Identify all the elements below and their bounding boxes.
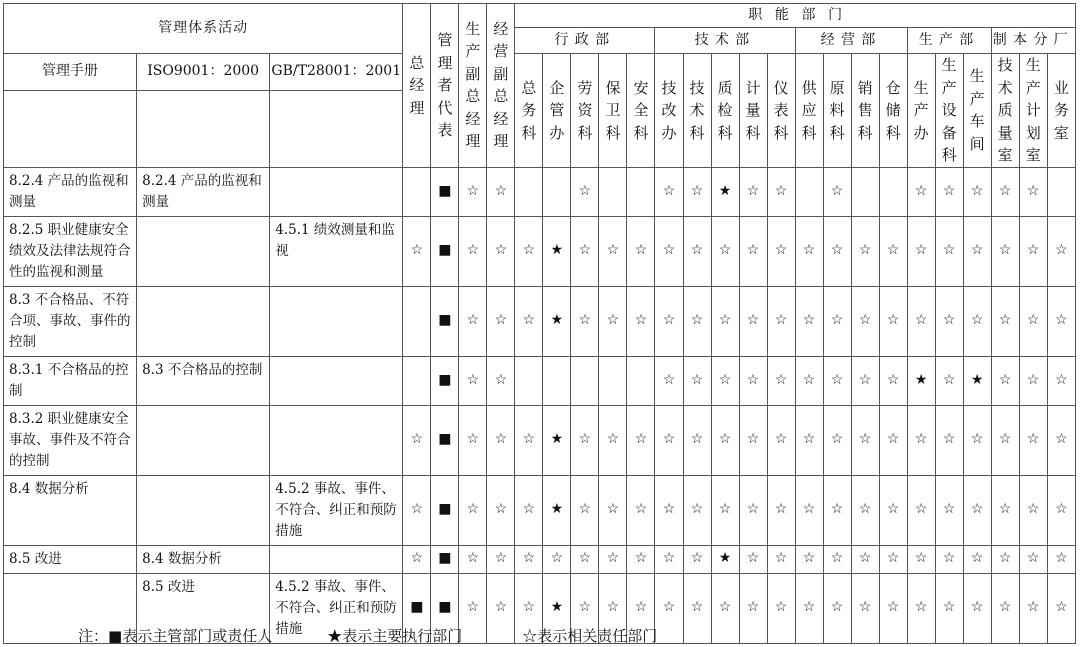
related-mark: ☆	[487, 545, 515, 573]
manual-header: 管理手册	[4, 54, 137, 91]
related-mark: ☆	[1019, 405, 1047, 475]
related-mark: ☆	[403, 216, 431, 286]
related-mark: ☆	[1047, 405, 1075, 475]
dept-header: 业务室	[1047, 54, 1075, 168]
group-factory: 制本分厂	[991, 28, 1075, 54]
main-executor-mark: ★	[963, 356, 991, 405]
blank-cell	[4, 91, 137, 167]
related-mark: ☆	[683, 216, 711, 286]
related-mark: ☆	[935, 286, 963, 356]
related-mark: ☆	[963, 573, 991, 643]
related-mark: ☆	[487, 356, 515, 405]
empty-mark	[851, 167, 879, 216]
related-mark: ☆	[655, 167, 683, 216]
related-mark: ☆	[627, 475, 655, 545]
related-mark: ☆	[907, 167, 935, 216]
related-mark: ☆	[823, 216, 851, 286]
related-mark: ☆	[655, 545, 683, 573]
dept-header: 总务科	[515, 54, 543, 168]
related-mark: ☆	[599, 545, 627, 573]
related-mark: ☆	[935, 475, 963, 545]
related-mark: ☆	[851, 405, 879, 475]
activity-manual-cell: 8.4 数据分析	[4, 475, 137, 545]
related-mark: ☆	[571, 573, 599, 643]
empty-mark	[543, 356, 571, 405]
main-executor-mark: ★	[711, 545, 739, 573]
related-mark: ☆	[879, 405, 907, 475]
related-mark: ☆	[1047, 475, 1075, 545]
related-mark: ☆	[963, 216, 991, 286]
dept-header: 安全科	[627, 54, 655, 168]
activity-iso-cell	[137, 475, 270, 545]
related-mark: ☆	[907, 545, 935, 573]
related-mark: ☆	[711, 216, 739, 286]
note-exec: ★表示主要执行部门	[327, 627, 463, 645]
activity-iso-cell: 8.3 不合格品的控制	[137, 356, 270, 405]
main-responsible-mark: ■	[403, 573, 431, 643]
related-mark: ☆	[655, 475, 683, 545]
related-mark: ☆	[683, 167, 711, 216]
related-mark: ☆	[851, 475, 879, 545]
note-main: ■表示主管部门或责任人	[108, 627, 273, 645]
related-mark: ☆	[683, 286, 711, 356]
related-mark: ☆	[459, 356, 487, 405]
related-mark: ☆	[599, 573, 627, 643]
related-mark: ☆	[963, 475, 991, 545]
related-mark: ☆	[991, 216, 1019, 286]
related-mark: ☆	[543, 545, 571, 573]
related-mark: ☆	[963, 545, 991, 573]
dept-header: 生产设备科	[935, 54, 963, 168]
related-mark: ☆	[991, 545, 1019, 573]
related-mark: ☆	[1047, 286, 1075, 356]
related-mark: ☆	[655, 405, 683, 475]
related-mark: ☆	[851, 216, 879, 286]
legend-note	[78, 625, 657, 646]
dept-header: 技术质量室	[991, 54, 1019, 168]
related-mark: ☆	[711, 405, 739, 475]
related-mark: ☆	[459, 216, 487, 286]
related-mark: ☆	[851, 356, 879, 405]
related-mark: ☆	[823, 356, 851, 405]
main-executor-mark: ★	[543, 475, 571, 545]
dept-header: 技改办	[655, 54, 683, 168]
related-mark: ☆	[515, 545, 543, 573]
related-mark: ☆	[683, 475, 711, 545]
iso-header: ISO9001：2000	[137, 54, 270, 91]
related-mark: ☆	[403, 545, 431, 573]
functional-depts-header: 职能部门	[515, 4, 1076, 28]
related-mark: ☆	[991, 475, 1019, 545]
related-mark: ☆	[571, 475, 599, 545]
related-mark: ☆	[627, 286, 655, 356]
related-mark: ☆	[1047, 545, 1075, 573]
activity-title: 管理体系活动	[4, 4, 403, 54]
related-mark: ☆	[571, 405, 599, 475]
related-mark: ☆	[739, 475, 767, 545]
related-mark: ☆	[655, 573, 683, 643]
empty-mark	[599, 356, 627, 405]
related-mark: ☆	[1019, 573, 1047, 643]
related-mark: ☆	[739, 216, 767, 286]
related-mark: ☆	[515, 405, 543, 475]
related-mark: ☆	[795, 216, 823, 286]
main-responsible-mark: ■	[431, 475, 459, 545]
activity-manual-cell: 8.2.5 职业健康安全绩效及法律法规符合性的监视和测量	[4, 216, 137, 286]
related-mark: ☆	[879, 356, 907, 405]
main-responsible-mark: ■	[431, 216, 459, 286]
related-mark: ☆	[599, 475, 627, 545]
related-mark: ☆	[711, 475, 739, 545]
related-mark: ☆	[823, 167, 851, 216]
main-executor-mark: ★	[543, 216, 571, 286]
related-mark: ☆	[907, 216, 935, 286]
related-mark: ☆	[627, 573, 655, 643]
related-mark: ☆	[935, 167, 963, 216]
related-mark: ☆	[1047, 356, 1075, 405]
main-executor-mark: ★	[543, 405, 571, 475]
activity-gb-cell	[270, 167, 403, 216]
related-mark: ☆	[739, 573, 767, 643]
dept-header: 仪表科	[767, 54, 795, 168]
related-mark: ☆	[907, 286, 935, 356]
activity-manual-cell: 8.5 改进	[4, 545, 137, 573]
responsibility-matrix	[3, 3, 1076, 644]
table-row	[4, 356, 1076, 405]
dept-header: 仓储科	[879, 54, 907, 168]
activity-iso-cell: 8.5 改进	[137, 573, 270, 643]
empty-mark	[403, 167, 431, 216]
main-responsible-mark: ■	[431, 573, 459, 643]
related-mark: ☆	[795, 573, 823, 643]
related-mark: ☆	[459, 545, 487, 573]
related-mark: ☆	[683, 545, 711, 573]
related-mark: ☆	[767, 216, 795, 286]
main-executor-mark: ★	[711, 167, 739, 216]
dept-header: 企管办	[543, 54, 571, 168]
empty-mark	[543, 167, 571, 216]
table-row	[4, 167, 1076, 216]
related-mark: ☆	[515, 475, 543, 545]
related-mark: ☆	[823, 475, 851, 545]
related-mark: ☆	[907, 475, 935, 545]
related-mark: ☆	[515, 286, 543, 356]
related-mark: ☆	[767, 405, 795, 475]
related-mark: ☆	[991, 286, 1019, 356]
related-mark: ☆	[907, 405, 935, 475]
dept-header: 技术科	[683, 54, 711, 168]
related-mark: ☆	[991, 167, 1019, 216]
related-mark: ☆	[1047, 216, 1075, 286]
related-mark: ☆	[487, 286, 515, 356]
related-mark: ☆	[851, 573, 879, 643]
dept-header: 计量科	[739, 54, 767, 168]
empty-mark	[795, 167, 823, 216]
empty-mark	[1047, 167, 1075, 216]
related-mark: ☆	[879, 545, 907, 573]
main-executor-mark: ★	[543, 286, 571, 356]
group-tech: 技术部	[655, 28, 795, 54]
dept-header: 质检科	[711, 54, 739, 168]
related-mark: ☆	[571, 216, 599, 286]
dept-header: 原料科	[823, 54, 851, 168]
related-mark: ☆	[1019, 286, 1047, 356]
activity-iso-cell: 8.4 数据分析	[137, 545, 270, 573]
activity-manual-cell: 8.2.4 产品的监视和测量	[4, 167, 137, 216]
table-row	[4, 475, 1076, 545]
related-mark: ☆	[739, 356, 767, 405]
empty-mark	[599, 167, 627, 216]
related-mark: ☆	[767, 167, 795, 216]
activity-gb-cell: 4.5.2 事故、事件、不符合、纠正和预防措施	[270, 573, 403, 643]
main-responsible-mark: ■	[431, 405, 459, 475]
related-mark: ☆	[767, 286, 795, 356]
related-mark: ☆	[655, 356, 683, 405]
blank-cell	[270, 91, 403, 167]
related-mark: ☆	[599, 286, 627, 356]
related-mark: ☆	[571, 167, 599, 216]
related-mark: ☆	[487, 167, 515, 216]
related-mark: ☆	[711, 286, 739, 356]
related-mark: ☆	[487, 405, 515, 475]
related-mark: ☆	[991, 356, 1019, 405]
activity-gb-cell	[270, 356, 403, 405]
related-mark: ☆	[795, 545, 823, 573]
related-mark: ☆	[795, 286, 823, 356]
related-mark: ☆	[767, 573, 795, 643]
empty-mark	[403, 356, 431, 405]
related-mark: ☆	[515, 216, 543, 286]
related-mark: ☆	[879, 475, 907, 545]
related-mark: ☆	[459, 573, 487, 643]
related-mark: ☆	[767, 545, 795, 573]
related-mark: ☆	[991, 573, 1019, 643]
related-mark: ☆	[1019, 167, 1047, 216]
related-mark: ☆	[459, 167, 487, 216]
related-mark: ☆	[823, 405, 851, 475]
col-general-manager: 总经理	[403, 4, 431, 168]
related-mark: ☆	[627, 405, 655, 475]
related-mark: ☆	[879, 286, 907, 356]
related-mark: ☆	[823, 286, 851, 356]
related-mark: ☆	[795, 356, 823, 405]
related-mark: ☆	[599, 405, 627, 475]
main-responsible-mark: ■	[431, 167, 459, 216]
activity-iso-cell: 8.2.4 产品的监视和测量	[137, 167, 270, 216]
table-row	[4, 286, 1076, 356]
related-mark: ☆	[739, 405, 767, 475]
related-mark: ☆	[739, 167, 767, 216]
activity-gb-cell	[270, 545, 403, 573]
main-responsible-mark: ■	[431, 356, 459, 405]
related-mark: ☆	[403, 405, 431, 475]
activity-manual-cell: 8.3.1 不合格品的控制	[4, 356, 137, 405]
related-mark: ☆	[487, 573, 515, 643]
related-mark: ☆	[571, 286, 599, 356]
related-mark: ☆	[767, 356, 795, 405]
related-mark: ☆	[963, 167, 991, 216]
related-mark: ☆	[739, 286, 767, 356]
group-production: 生产部	[907, 28, 991, 54]
related-mark: ☆	[935, 545, 963, 573]
related-mark: ☆	[963, 405, 991, 475]
activity-manual-cell: 8.3 不合格品、不符合项、事故、事件的控制	[4, 286, 137, 356]
related-mark: ☆	[935, 216, 963, 286]
dept-header: 劳资科	[571, 54, 599, 168]
activity-manual-cell: 8.3.2 职业健康安全事故、事件及不符合的控制	[4, 405, 137, 475]
related-mark: ☆	[655, 216, 683, 286]
related-mark: ☆	[655, 286, 683, 356]
empty-mark	[627, 167, 655, 216]
empty-mark	[571, 356, 599, 405]
related-mark: ☆	[711, 356, 739, 405]
col-mgmt-rep: 管理者代表	[431, 4, 459, 168]
related-mark: ☆	[823, 573, 851, 643]
related-mark: ☆	[683, 405, 711, 475]
empty-mark	[627, 356, 655, 405]
related-mark: ☆	[963, 286, 991, 356]
empty-mark	[403, 286, 431, 356]
activity-gb-cell	[270, 286, 403, 356]
empty-mark	[515, 356, 543, 405]
related-mark: ☆	[683, 356, 711, 405]
table-row	[4, 216, 1076, 286]
table-row	[4, 405, 1076, 475]
related-mark: ☆	[935, 356, 963, 405]
group-admin: 行政部	[515, 28, 655, 54]
related-mark: ☆	[487, 475, 515, 545]
related-mark: ☆	[459, 286, 487, 356]
related-mark: ☆	[515, 573, 543, 643]
activity-gb-cell: 4.5.1 绩效测量和监视	[270, 216, 403, 286]
activity-gb-cell: 4.5.2 事故、事件、不符合、纠正和预防措施	[270, 475, 403, 545]
related-mark: ☆	[851, 286, 879, 356]
activity-iso-cell	[137, 286, 270, 356]
related-mark: ☆	[767, 475, 795, 545]
dept-header: 生产车间	[963, 54, 991, 168]
related-mark: ☆	[851, 545, 879, 573]
related-mark: ☆	[935, 573, 963, 643]
note-prefix: 注：	[78, 627, 109, 645]
dept-header: 生产办	[907, 54, 935, 168]
dept-header: 供应科	[795, 54, 823, 168]
related-mark: ☆	[627, 216, 655, 286]
empty-mark	[515, 167, 543, 216]
activity-gb-cell	[270, 405, 403, 475]
gb-header: GB/T28001：2001	[270, 54, 403, 91]
related-mark: ☆	[907, 573, 935, 643]
related-mark: ☆	[1047, 573, 1075, 643]
dept-header: 销售科	[851, 54, 879, 168]
related-mark: ☆	[879, 216, 907, 286]
related-mark: ☆	[1019, 216, 1047, 286]
note-related: ☆表示相关责任部门	[522, 627, 658, 645]
group-business: 经营部	[795, 28, 907, 54]
table-row	[4, 545, 1076, 573]
activity-iso-cell	[137, 405, 270, 475]
main-executor-mark: ★	[907, 356, 935, 405]
related-mark: ☆	[599, 216, 627, 286]
related-mark: ☆	[1019, 475, 1047, 545]
main-responsible-mark: ■	[431, 286, 459, 356]
related-mark: ☆	[739, 545, 767, 573]
activity-iso-cell	[137, 216, 270, 286]
related-mark: ☆	[571, 545, 599, 573]
blank-cell	[137, 91, 270, 167]
related-mark: ☆	[991, 405, 1019, 475]
related-mark: ☆	[683, 573, 711, 643]
related-mark: ☆	[795, 475, 823, 545]
col-prod-vgm: 生产副总经理	[459, 4, 487, 168]
empty-mark	[879, 167, 907, 216]
related-mark: ☆	[823, 545, 851, 573]
related-mark: ☆	[459, 475, 487, 545]
related-mark: ☆	[879, 573, 907, 643]
related-mark: ☆	[459, 405, 487, 475]
related-mark: ☆	[795, 405, 823, 475]
related-mark: ☆	[711, 573, 739, 643]
dept-header: 保卫科	[599, 54, 627, 168]
related-mark: ☆	[487, 216, 515, 286]
related-mark: ☆	[403, 475, 431, 545]
related-mark: ☆	[1019, 356, 1047, 405]
related-mark: ☆	[627, 545, 655, 573]
related-mark: ☆	[935, 405, 963, 475]
col-biz-vgm: 经营副总经理	[487, 4, 515, 168]
main-responsible-mark: ■	[431, 545, 459, 573]
related-mark: ☆	[1019, 545, 1047, 573]
dept-header: 生产计划室	[1019, 54, 1047, 168]
main-executor-mark: ★	[543, 573, 571, 643]
